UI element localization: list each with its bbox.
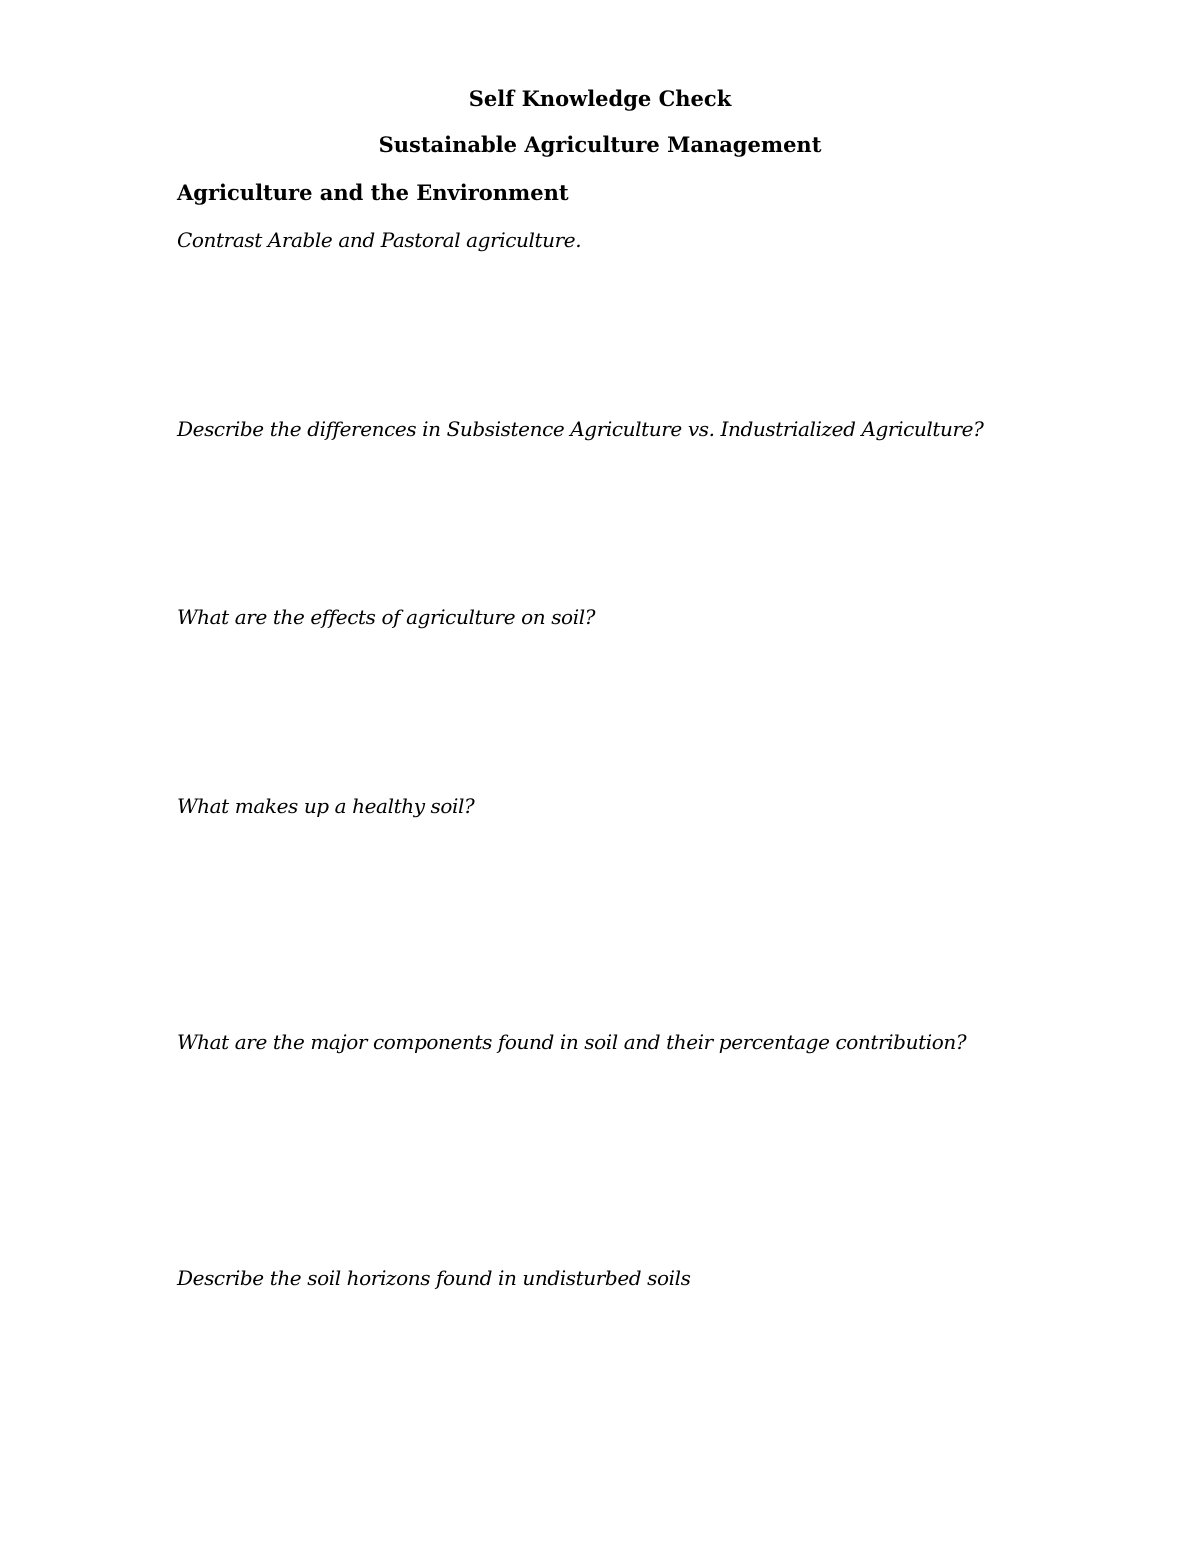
question-1: Contrast Arable and Pastoral agriculture. (177, 228, 582, 252)
document-subtitle: Sustainable Agriculture Management (378, 132, 822, 157)
question-2: Describe the differences in Subsistence Agriculture vs. Industrialized Agriculture? (177, 417, 984, 441)
question-3: What are the effects of agriculture on soil? (177, 605, 596, 629)
document-title: Self Knowledge Check (468, 86, 732, 111)
question-4: What makes up a healthy soil? (177, 794, 475, 818)
question-6: Describe the soil horizons found in undisturbed soils (177, 1266, 691, 1290)
section-heading: Agriculture and the Environment (177, 180, 569, 205)
question-5: What are the major components found in soil and their percentage contribution? (177, 1030, 967, 1054)
